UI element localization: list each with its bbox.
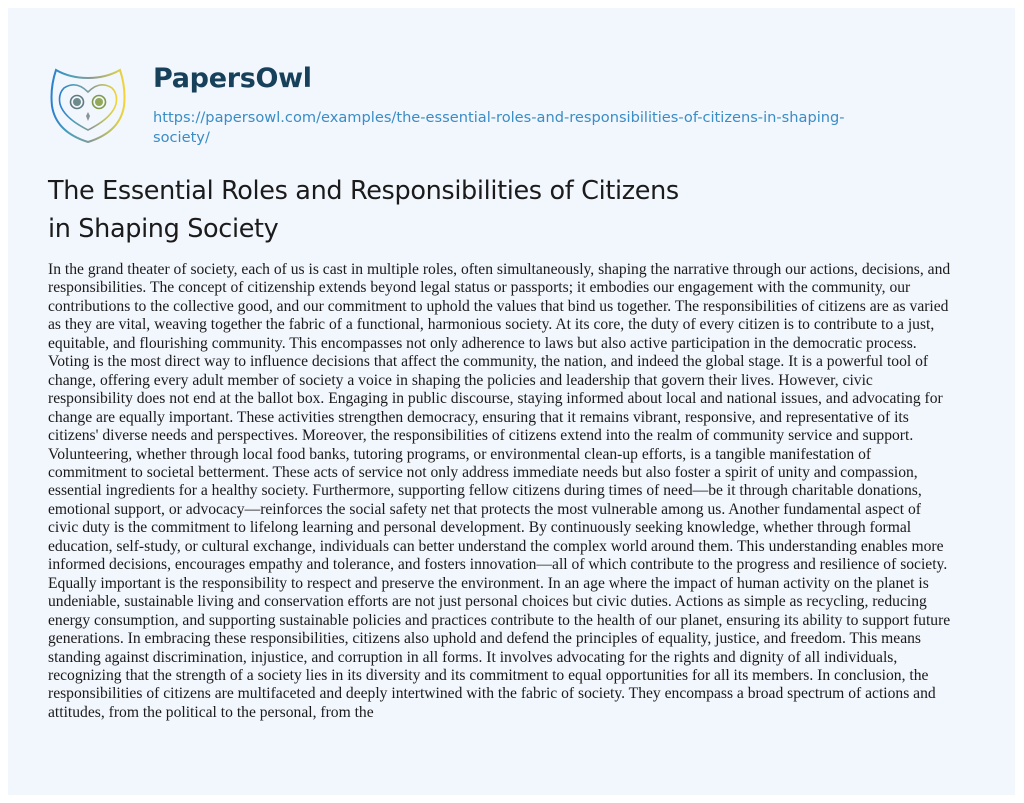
body-line: In the grand theater of society, each of us is cast in multiple roles, often simultaneously, shaping the narrative through our actions, decisions, and <box>48 261 951 278</box>
body-line: commitment to societal betterment. These acts of service not only address immediate needs but also foster a spirit of unity and compassion, <box>48 463 918 481</box>
url-line-1[interactable]: https://papersowl.com/examples/the-essential-roles-and-responsibilities-of-citizens-in-shaping- <box>153 109 845 126</box>
body-line: education, self-study, or cultural exchange, individuals can better understand the complex world around them. This understanding enables more <box>48 537 944 555</box>
body-line: energy consumption, and supporting sustainable policies and practices contribute to the health of our planet, ensuring its ability to support future <box>48 611 951 629</box>
title-line-2: in Shaping Society <box>48 214 279 244</box>
body-line: responsibilities of citizens are multifaceted and deeply intertwined with the fabric of society. They encompass a broad spectrum of actions and <box>48 685 936 703</box>
owl-logo-icon[interactable] <box>48 66 128 146</box>
source-url-link[interactable] <box>153 108 953 148</box>
body-line: essential ingredients for a healthy society. Furthermore, supporting fellow citizens during times of need—be it through charitable donations, <box>48 482 922 500</box>
article-body <box>48 261 978 722</box>
body-line: change are equally important. These activities strengthen democracy, ensuring that it remains vibrant, responsive, and representative of its <box>48 408 909 426</box>
body-line: Volunteering, whether through local food banks, tutoring programs, or environmental clean-up efforts, is a tangible manifestation of <box>48 445 872 463</box>
body-line: standing against discrimination, injustice, and corruption in all forms. It involves advocating for the rights and dignity of all individuals, <box>48 648 898 666</box>
body-line: as they are vital, weaving together the fabric of a functional, harmonious society. At its core, the duty of every citizen is to contribute to a just, <box>48 316 935 334</box>
body-line: recognizing that the strength of a society lies in its diversity and its commitment to equal opportunities for all its members. In conclusion, the <box>48 666 929 684</box>
body-line: emotional support, or advocacy—reinforces the social safety net that protects the most vulnerable among us. Another fundamental aspect of <box>48 500 921 518</box>
body-line: contributions to the collective good, and our commitment to uphold the values that bind us together. The responsibilities of citizens are as varied <box>48 297 949 315</box>
body-line: informed decisions, encourages empathy and tolerance, and fosters innovation—all of which contribute to the progress and resilience of society. <box>48 556 948 574</box>
body-line: generations. In embracing these responsibilities, citizens also uphold and defend the principles of equality, justice, and freedom. This means <box>48 630 922 648</box>
body-line: civic duty is the commitment to lifelong learning and personal development. By continuously seeking knowledge, whether through formal <box>48 519 912 537</box>
url-line-2[interactable]: society/ <box>153 129 210 146</box>
title-line-1: The Essential Roles and Responsibilities of Citizens <box>48 176 679 206</box>
body-line: attitudes, from the political to the personal, from the <box>48 703 374 721</box>
body-line: equitable, and flourishing community. This encompasses not only adherence to laws but also active participation in the democratic process. <box>48 334 917 352</box>
owl-logo-svg <box>48 66 128 146</box>
body-line: undeniable, sustainable living and conservation efforts are not just personal choices but civic duties. Actions as simple as recycling, reducing <box>48 593 927 611</box>
body-line: responsibilities. The concept of citizenship extends beyond legal status or passports; it embodies our engagement with the community, our <box>48 279 911 297</box>
brand-name[interactable]: PapersOwl <box>153 63 312 94</box>
body-line: citizens' diverse needs and perspectives. Moreover, the responsibilities of citizens extend into the realm of community service and support. <box>48 427 914 445</box>
body-line: Voting is the most direct way to influence decisions that affect the community, the nation, and indeed the global stage. It is a powerful tool of <box>48 353 929 371</box>
page-title <box>48 172 679 248</box>
body-line: Equally important is the responsibility to respect and preserve the environment. In an age where the impact of human activity on the planet is <box>48 574 929 592</box>
body-line: responsibility does not end at the ballot box. Engaging in public discourse, staying informed about local and national issues, and advocating for <box>48 390 943 408</box>
body-line: change, offering every adult member of society a voice in shaping the policies and leadership that govern their lives. However, civic <box>48 371 873 389</box>
